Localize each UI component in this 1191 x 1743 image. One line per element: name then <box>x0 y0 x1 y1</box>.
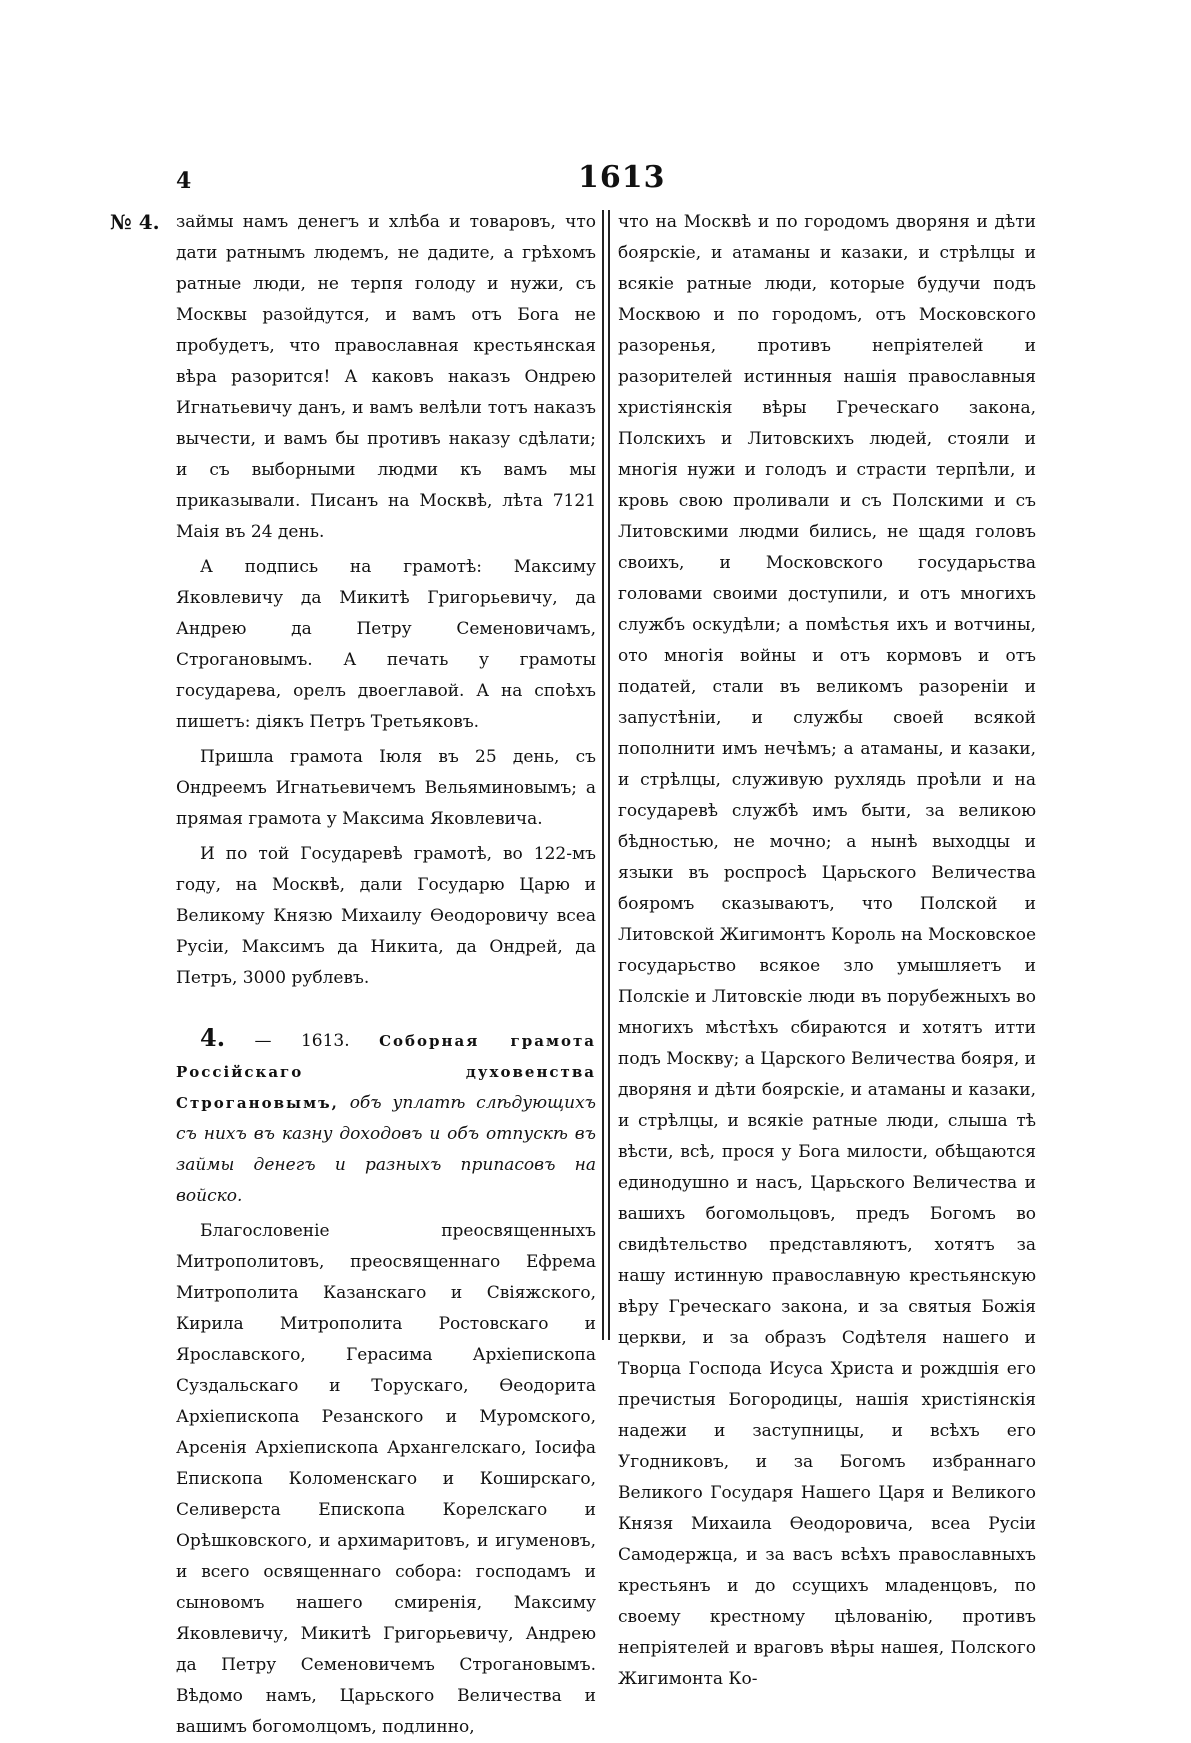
paragraph: И по той Государевѣ грамотѣ, во 122-мъ году, на Москвѣ, дали Государю Царю и Великому Князю Михаилу Ѳеодоровичу всеа Русіи, Максимъ да Никита, да Ондрей, да Петръ, 3000 рублевъ. <box>176 844 596 988</box>
column-divider <box>608 210 610 1340</box>
margin-document-number: № 4. <box>110 210 160 234</box>
paragraph: займы намъ денегъ и хлѣба и товаровъ, что дати ратнымъ людемъ, не дадите, а грѣхомъ ратные люди, не терпя голоду и нужи, съ Москвы разойдутся, и вамъ отъ Бога не пробудетъ, что православная крестьянская вѣра разорится! А каковъ наказъ Ондрею Игнатьевичу данъ, и вамъ велѣли тотъ наказъ вычести, и вамъ бы противъ наказу сдѣлати; и съ выборными людми къ вамъ мы приказывали. Писанъ на Москвѣ, лѣта 7121 Маія въ 24 день. <box>176 212 596 542</box>
paragraph: что на Москвѣ и по городомъ дворяня и дѣти боярскіе, и атаманы и казаки, и стрѣлцы и всякіе ратные люди, которые будучи подъ Москвою и по городомъ, отъ Московского разоренья, противъ непріятелей и разорителей истинныя нашія православныя христіянскія вѣры Греческаго закона, Полскихъ и Литовскихъ людей, стояли и многія нужи и голодъ и страсти терпѣли, и кровь свою проливали и съ Полскими и съ Литовскими людми бились, не щадя головъ своихъ, и Московского государьства головами своими доступили, и отъ многихъ службъ оскудѣли; а помѣстья ихъ и вотчины, ото многія войны и отъ кормовъ и отъ податей, стали въ великомъ разореніи и запустѣніи, и службы своей всякой пополнити имъ нечѣмъ; а атаманы, и казаки, и стрѣлцы, служивую рухлядь проѣли и на государевѣ службѣ имъ быти, за великою бѣдностью, не мочно; а нынѣ выходцы и языки въ роспросѣ Царьского Величества бояромъ сказываютъ, что Полской и Литовской Жигимонтъ Король на Московское государьство всякое зло умышляетъ и Полскіе и Литовскіе люди въ порубежныхъ во многихъ мѣстѣхъ сбираются и хотятъ итти подъ Москву; а Царского Величества бояря, и дворяня и дѣти боярскіе, и атаманы и казаки, и стрѣлцы, и всякіе ратные люди, слыша тѣ вѣсти, всѣ, прося у Бога милости, обѣщаются единодушно и насъ, Царьского Величества и вашихъ богомольцовъ, предъ Богомъ во свидѣтельство представляютъ, хотятъ за нашу истинную православную крестьянскую вѣру Греческаго закона, и за святыя Божія церкви, и за образъ Содѣтеля нашего и Творца Господа Исуса Христа и рождшія его пречистыя Богородицы, нашія христіянскія надежи и заступницы, и всѣхъ его Угодниковъ, и за Богомъ избраннаго Великого Государя Нашего Царя и Великого Князя Михаила Ѳеодоровича, всеа Русіи Самодержца, и за васъ всѣхъ православныхъ крестьянъ и до ссущихъ младенцовъ, по своему крестному цѣлованію, противъ непріятелей и враговъ вѣры нашея, Полского Жигимонта Ко- <box>618 212 1037 1689</box>
document-year: — 1613. <box>254 1031 350 1051</box>
right-column <box>618 207 1036 1695</box>
document-title: Соборная грамота Россійскаго духовенства Строгановымъ, <box>176 1032 597 1112</box>
document-heading <box>176 1022 596 1212</box>
document-description: объ уплатѣ слѣдующихъ съ нихъ въ казну доходовъ и объ отпускѣ въ займы денегъ и разныхъ припасовъ на войско. <box>176 1093 597 1206</box>
document-number: 4. <box>200 1023 226 1052</box>
left-column <box>176 207 596 1743</box>
paragraph: Благословеніе преосвященныхъ Митрополитовъ, преосвященнаго Ефрема Митрополита Казанскаго и Свіяжского, Кирила Митрополита Ростовскаго и Ярославского, Герасима Архіепископа Суздальскаго и Торускаго, Ѳеодорита Архіепископа Резанского и Муромского, Арсенія Архіепископа Архангелскаго, Іосифа Епископа Коломенскаго и Коширскаго, Селиверста Епископа Корелскаго и Орѣшковского, и архимаритовъ, и игуменовъ, и всего освященнаго собора: господамъ и сыновомъ нашего смиренія, Максиму Яковлевичу, Микитѣ Григорьевичу, Андрею да Петру Семеновичемъ Строгановымъ. Вѣдомо намъ, Царьского Величества и вашимъ богомолцомъ, подлинно, <box>176 1221 596 1737</box>
paragraph: Пришла грамота Іюля въ 25 день, съ Ондреемъ Игнатьевичемъ Вельяминовымъ; а прямая грамота у Максима Яковлевича. <box>176 747 596 829</box>
running-header-year: 1613 <box>578 160 666 195</box>
column-divider <box>602 210 604 1340</box>
page-number: 4 <box>176 168 192 194</box>
paragraph: А подпись на грамотѣ: Максиму Яковлевичу да Микитѣ Григорьевичу, да Андрею да Петру Семеновичамъ, Строгановымъ. А печать у грамоты государева, орелъ двоеглавой. А на споѣхъ пишетъ: діякъ Петръ Третьяковъ. <box>176 557 596 732</box>
